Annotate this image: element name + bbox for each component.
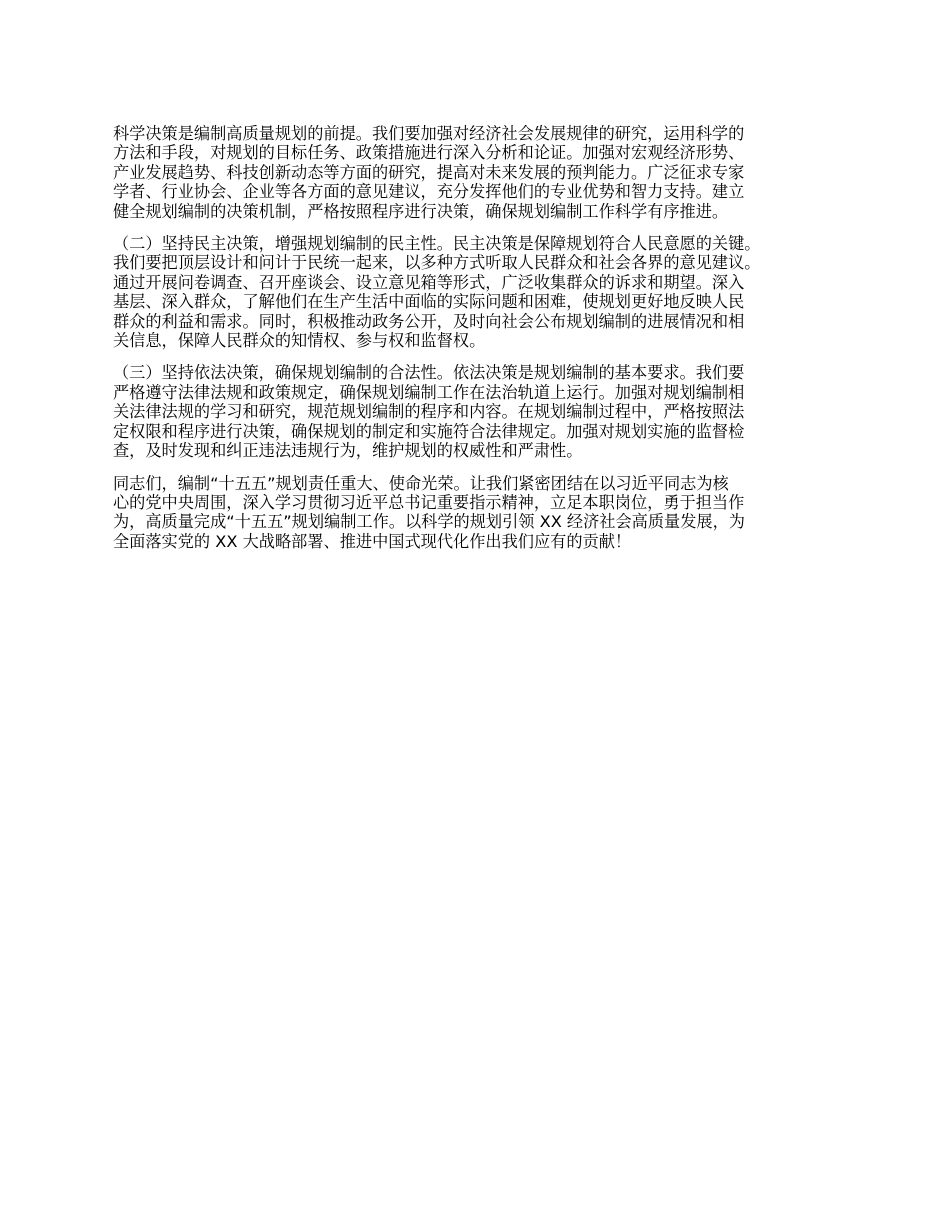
text-line: 产业发展趋势、科技创新动态等方面的研究，提高对未来发展的预判能力。广泛征求专家 <box>113 162 745 182</box>
text-line: 关信息，保障人民群众的知情权、参与权和监督权。 <box>113 331 486 351</box>
text-line: （二）坚持民主决策，增强规划编制的民主性。民主决策是保障规划符合人民意愿的关键。 <box>113 234 761 254</box>
text-line: 同志们，编制“十五五”规划责任重大、使命光荣。让我们紧密团结在以习近平同志为核 <box>113 473 729 493</box>
text-line: 全面落实党的 XX 大战略部署、推进中国式现代化作出我们应有的贡献！ <box>113 531 632 551</box>
text-line: 我们要把顶层设计和问计于民统一起来，以多种方式听取人民群众和社会各界的意见建议。 <box>113 253 761 273</box>
text-line: 通过开展问卷调查、召开座谈会、设立意见箱等形式，广泛收集群众的诉求和期望。深入 <box>113 272 745 292</box>
text-line: （三）坚持依法决策，确保规划编制的合法性。依法决策是规划编制的基本要求。我们要 <box>113 363 745 383</box>
text-line: 学者、行业协会、企业等各方面的意见建议，充分发挥他们的专业优势和智力支持。建立 <box>113 182 745 202</box>
paragraph-closing <box>113 474 855 552</box>
text-line: 心的党中央周围，深入学习贯彻习近平总书记重要指示精神，立足本职岗位，勇于担当作 <box>113 492 745 512</box>
document-body <box>113 124 855 564</box>
text-line: 群众的利益和需求。同时，积极推动政务公开，及时向社会公布规划编制的进展情况和相 <box>113 311 745 331</box>
text-line: 严格遵守法律法规和政策规定，确保规划编制工作在法治轨道上运行。加强对规划编制相 <box>113 382 745 402</box>
text-line: 方法和手段，对规划的目标任务、政策措施进行深入分析和论证。加强对宏观经济形势、 <box>113 143 745 163</box>
text-line: 定权限和程序进行决策，确保规划的制定和实施符合法律规定。加强对规划实施的监督检 <box>113 421 745 441</box>
paragraph-legal-decision <box>113 363 855 460</box>
text-line: 基层、深入群众，了解他们在生产生活中面临的实际问题和困难，使规划更好地反映人民 <box>113 292 745 312</box>
paragraph-scientific-decision <box>113 124 855 221</box>
text-line: 查，及时发现和纠正违法违规行为，维护规划的权威性和严肃性。 <box>113 441 583 461</box>
text-line: 为，高质量完成“十五五”规划编制工作。以科学的规划引领 XX 经济社会高质量发展，为 <box>113 512 745 532</box>
paragraph-democratic-decision <box>113 234 855 350</box>
text-line: 科学决策是编制高质量规划的前提。我们要加强对经济社会发展规律的研究，运用科学的 <box>113 124 745 143</box>
text-line: 关法律法规的学习和研究，规范规划编制的程序和内容。在规划编制过程中，严格按照法 <box>113 402 745 422</box>
text-line: 健全规划编制的决策机制，严格按照程序进行决策，确保规划编制工作科学有序推进。 <box>113 201 729 221</box>
